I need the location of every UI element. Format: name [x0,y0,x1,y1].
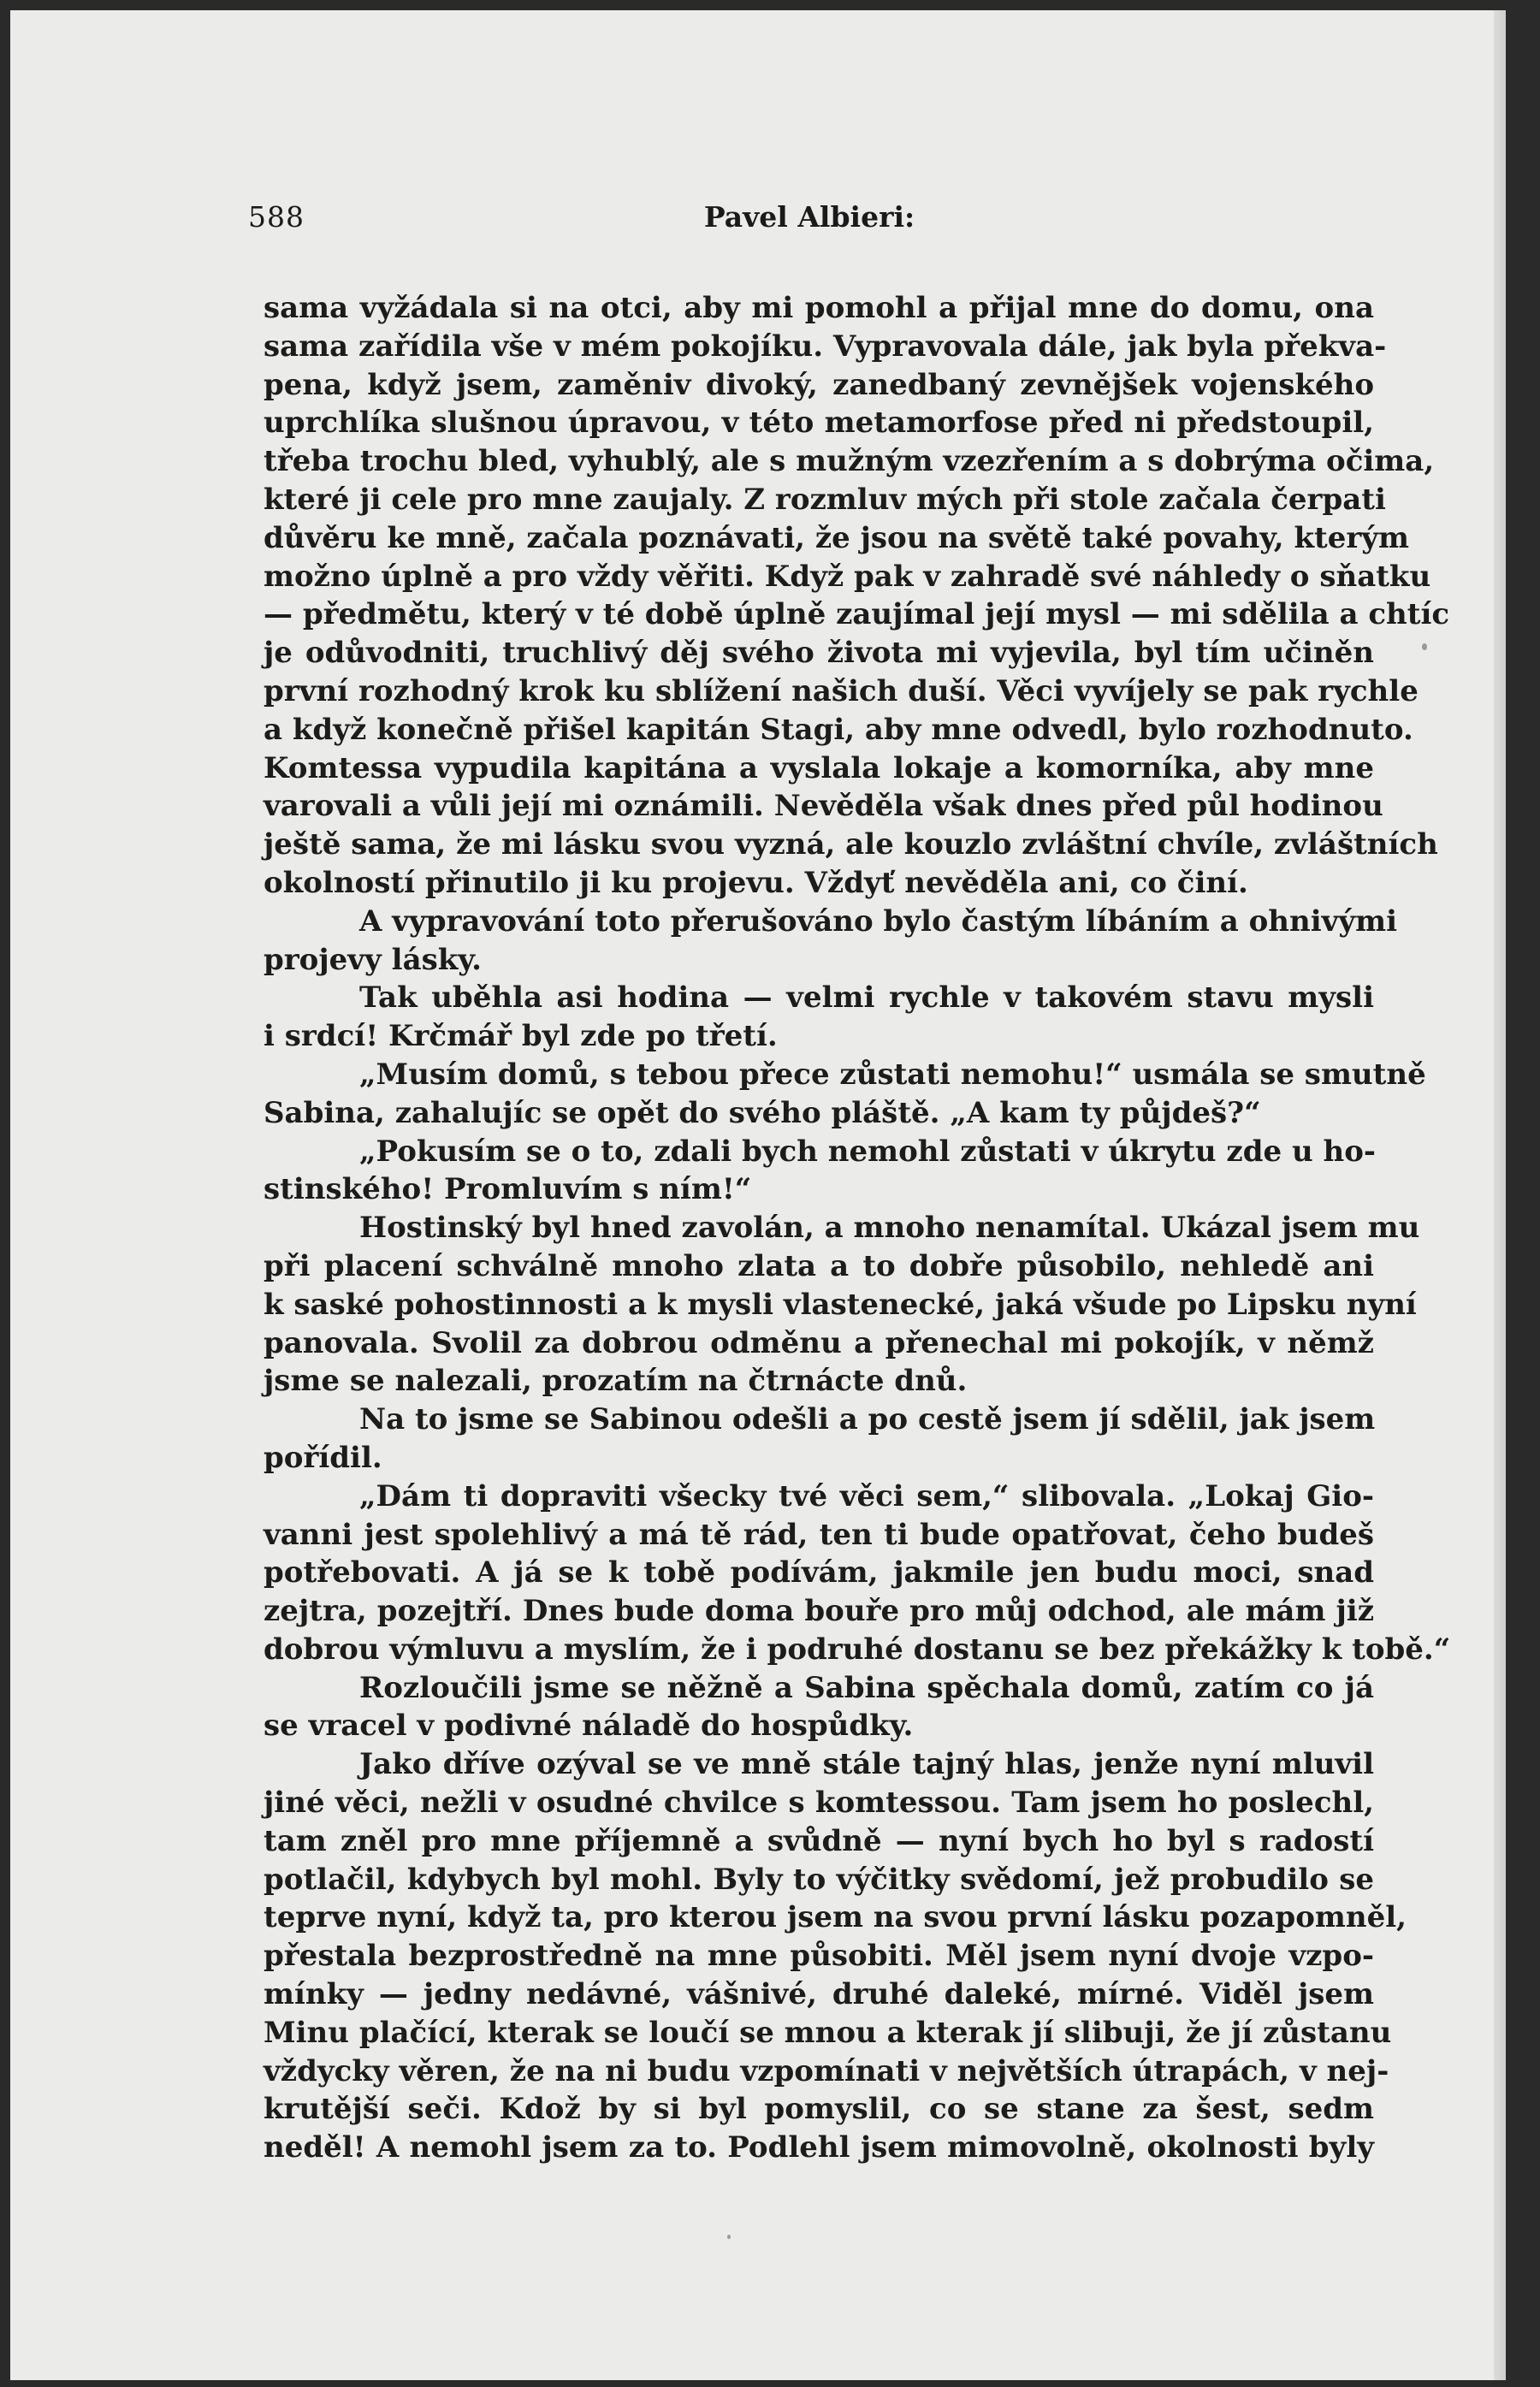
text-line: mínky — jedny nedávné, vášnivé, druhé daleké, mírné. Viděl jsem [264,1977,1374,2012]
text-line: při placení schválně mnoho zlata a to dobře působilo, nehledě ani [264,1248,1374,1283]
dust-speck [727,2235,731,2239]
text-line: stinského! Promluvím s ním!“ [264,1172,752,1207]
text-line: důvěru ke mně, začala poznávati, že jsou na světě také povahy, kterým [264,520,1409,555]
running-head: Pavel Albieri: [703,200,915,234]
text-line: „Dám ti dopraviti všecky tvé věci sem,“ slibovala. „Lokaj Gio- [359,1478,1374,1513]
text-line: přestala bezprostředně na mne působiti. Měl jsem nyní dvoje vzpo- [264,1939,1374,1974]
text-line: k saské pohostinnosti a k mysli vlastenecké, jaká všude po Lipsku nyní [264,1287,1417,1322]
text-line: první rozhodný krok ku sblížení našich duší. Věci vyvíjely se pak rychle [264,673,1419,708]
text-line: které ji cele pro mne zaujaly. Z rozmluv mých při stole začala čerpati [264,482,1386,517]
text-line: dobrou výmluvu a myslím, že i podruhé dostanu se bez překážky k tobě.“ [264,1632,1451,1667]
text-line: teprve nyní, když ta, pro kterou jsem na svou první lásku pozapomněl, [264,1900,1407,1935]
text-line: sama zařídila vše v mém pokojíku. Vypravovala dále, jak byla překva- [264,329,1387,364]
text-line: „Pokusím se o to, zdali bych nemohl zůstati v úkrytu zde u ho- [359,1134,1377,1169]
text-line: panovala. Svolil za dobrou odměnu a přenechal mi pokojík, v němž [264,1325,1374,1360]
text-line: i srdcí! Krčmář byl zde po třetí. [264,1019,778,1054]
text-line: uprchlíka slušnou úpravou, v této metamorfose před ni předstoupil, [264,406,1374,441]
text-line: Sabina, zahalujíc se opět do svého pláště. „A kam ty půjdeš?“ [264,1095,1261,1130]
text-line: Rozloučili jsme se něžně a Sabina spěchala domů, zatím co já [359,1670,1374,1705]
text-line: sama vyžádala si na otci, aby mi pomohl a přijal mne do domu, ona [264,291,1374,325]
text-line: Tak uběhla asi hodina — velmi rychle v takovém stavu mysli [359,980,1374,1016]
text-line: „Musím domů, s tebou přece zůstati nemohu!“ usmála se smutně [359,1057,1426,1092]
page-number: 588 [248,200,305,234]
text-line: a když konečně přišel kapitán Stagi, aby mne odvedl, bylo rozhodnuto. [264,712,1413,747]
text-line: zejtra, pozejtří. Dnes bude doma bouře pro můj odchod, ale mám již [264,1594,1374,1629]
text-line: potlačil, kdybych byl mohl. Byly to výčitky svědomí, jež probudilo se [264,1862,1374,1897]
text-line: okolností přinutilo ji ku projevu. Vždyť nevěděla ani, co činí. [264,865,1248,900]
text-line: krutější seči. Kdož by si byl pomyslil, co se stane za šest, sedm [264,2092,1374,2127]
text-line: jsme se nalezali, prozatím na čtrnácte dnů. [264,1364,968,1399]
text-line: tam zněl pro mne příjemně a svůdně — nyní bych ho byl s radostí [264,1823,1374,1858]
text-line: Jako dříve ozýval se ve mně stále tajný hlas, jenže nyní mluvil [359,1747,1374,1782]
text-line: — předmětu, který v té době úplně zaujímal její mysl — mi sdělila a chtíc [264,597,1450,632]
text-line: třeba trochu bled, vyhublý, ale s mužným vzezřením a s dobrýma očima, [264,444,1435,479]
text-line: Hostinský byl hned zavolán, a mnoho nenamítal. Ukázal jsem mu [359,1211,1420,1246]
text-line: A vypravování toto přerušováno bylo častým líbáním a ohnivými [359,903,1398,939]
text-line: neděl! A nemohl jsem za to. Podlehl jsem mimovolně, okolnosti byly [264,2130,1374,2165]
page-header [248,200,1371,245]
text-line: Komtessa vypudila kapitána a vyslala lokaje a komorníka, aby mne [264,750,1374,785]
book-page [10,10,1506,2380]
text-line: ještě sama, že mi lásku svou vyzná, ale kouzlo zvláštní chvíle, zvláštních [264,827,1438,862]
text-line: Na to jsme se Sabinou odešli a po cestě jsem jí sdělil, jak jsem [359,1402,1376,1437]
dust-speck [1422,643,1427,650]
text-line: projevy lásky. [264,942,482,977]
text-line: pena, když jsem, zaměniv divoký, zanedbaný zevnějšek vojenského [264,367,1374,402]
text-line: pořídil. [264,1440,382,1475]
text-line: potřebovati. A já se k tobě podívám, jakmile jen budu moci, snad [264,1555,1374,1590]
text-line: vanni jest spolehlivý a má tě rád, ten ti bude opatřovat, čeho budeš [264,1517,1374,1552]
text-line: jiné věci, nežli v osudné chvilce s komtessou. Tam jsem ho poslechl, [264,1786,1374,1821]
text-line: se vracel v podivné náladě do hospůdky. [264,1709,914,1744]
text-line: vždycky věren, že na ni budu vzpomínati v největších útrapách, v nej- [264,2053,1389,2088]
text-line: možno úplně a pro vždy věřiti. Když pak v zahradě své náhledy o sňatku [264,559,1431,594]
body-text [264,289,1451,2167]
page-edge [1494,10,1506,2380]
text-line: je odůvodniti, truchlivý děj svého života mi vyjevila, byl tím učiněn [264,636,1374,671]
text-line: varovali a vůli její mi oznámili. Nevěděla však dnes před půl hodinou [264,789,1383,824]
text-line: Minu plačící, kterak se loučí se mnou a kterak jí slibuji, že jí zůstanu [264,2015,1392,2050]
